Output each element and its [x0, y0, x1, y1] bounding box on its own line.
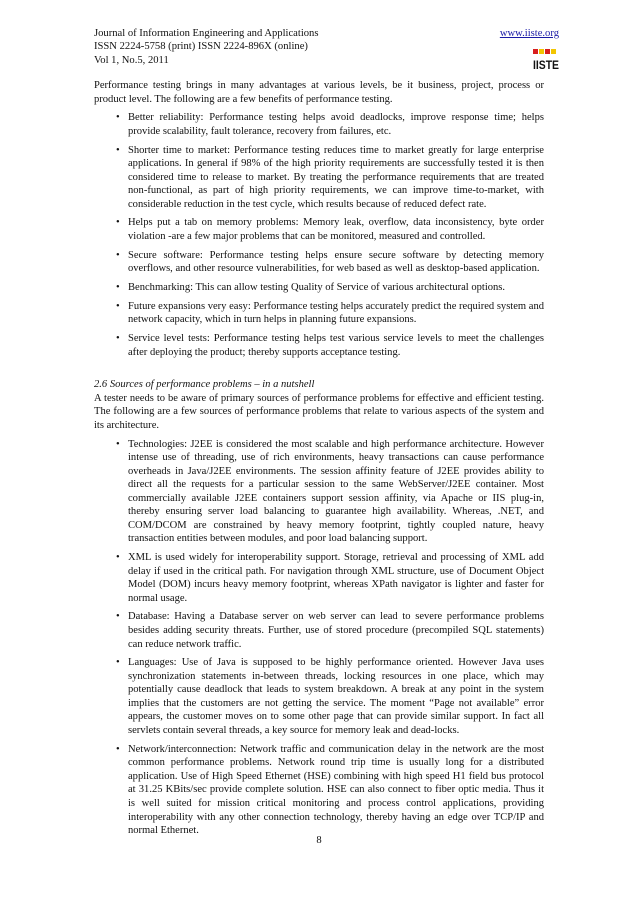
bullet-icon: •	[116, 657, 120, 669]
benefits-intro: Performance testing brings in many advantages at various levels, be it business, project, process or product level. The following are a few benefits of performance testing.	[94, 80, 544, 105]
journal-url-link[interactable]: www.iiste.org	[499, 28, 559, 39]
bullet-icon: •	[116, 112, 120, 124]
list-item: • Technologies: J2EE is considered the most scalable and high performance architecture. However intense use of threading, use of rich environments, heavy transactions can cause performance overheads in Java/J2EE environments. The session affinity feature of J2EE provides ability to direct all the requests for a particular session to the same WebServer/J2EE container. Most commercially available J2EE containers support session affinity, via Apache or IIS plug-in, thereby ensuring server load balancing to guarantee high availability. Whereas, .NET, and COM/DCOM are constrained by heavy memory footprint, tightly coupled nature, heavy transaction entities between modules, and poor load balancing support.	[116, 438, 544, 545]
journal-title: Journal of Information Engineering and Applications	[94, 28, 319, 39]
bullet-icon: •	[116, 144, 120, 156]
page-number: 8	[316, 835, 322, 846]
bullet-icon: •	[116, 743, 120, 755]
journal-issn: ISSN 2224-5758 (print) ISSN 2224-896X (online)	[94, 41, 308, 53]
list-item: • XML is used widely for interoperability support. Storage, retrieval and processing of XML add delay if used in the critical path. For navigation through XML structure, use of Document Object Model (DOM) incurs heavy memory footprint, whereas XPath navigator is lighter and faster for normal usage.	[116, 552, 544, 604]
section-heading: 2.6 Sources of performance problems – in a nutshell	[94, 379, 315, 391]
bullet-icon: •	[116, 438, 120, 450]
list-item: • Languages: Use of Java is supposed to be highly performance oriented. However Java uses synchronization statements in-between threads, locking resources in one place, which may potentially cause deadlock that leads to system breakdown. A break at any point in the system implies that the customers are not getting the service. The moment “Page not available” error appears, the customer moves on to some other page that can provide similar support. In fact all servlets contain several threads, a key source for memory leak and dead-locks.	[116, 657, 544, 737]
list-item: • Helps put a tab on memory problems: Memory leak, overflow, data inconsistency, byte order violation -are a few major problems that can be monitored, measured and controlled.	[116, 217, 544, 243]
article-body	[94, 79, 544, 838]
iiste-logo	[533, 49, 559, 71]
bullet-icon: •	[116, 611, 120, 623]
bullet-icon: •	[116, 282, 120, 294]
bullet-icon: •	[116, 217, 120, 229]
list-item: • Shorter time to market: Performance testing reduces time to market greatly for large enterprise applications. In general if 98% of the high priority requirements are successfully tested it is then considered time to release to market. By treating the performance requirements that are treated non-functional, as part of high priority requirements, we can improve time-to-market, with considerable reduction in the test cycle, which results because of reduced defect rate.	[116, 144, 544, 210]
list-item: • Service level tests: Performance testing helps test various service levels to meet the challenges after deploying the product; thereby supports acceptance testing.	[116, 333, 544, 358]
list-item: • Secure software: Performance testing helps ensure secure software by detecting memory overflows, and other resource vulnerabilities, for web based as well as desktop-based application.	[116, 249, 544, 275]
benefits-list	[94, 111, 544, 359]
journal-volume: Vol 1, No.5, 2011	[94, 54, 169, 66]
list-item: • Future expansions very easy: Performance testing helps accurately predict the required system and network capacity, which in turn helps in planning future expansions.	[116, 300, 544, 326]
bullet-icon: •	[116, 333, 120, 345]
sources-list	[94, 438, 544, 838]
bullet-icon: •	[116, 249, 120, 261]
bullet-icon: •	[116, 300, 120, 312]
list-item: • Better reliability: Performance testing helps avoid deadlocks, improve response time; helps provide scalability, fault tolerance, recovery from failures, etc.	[116, 112, 544, 137]
list-item: • Database: Having a Database server on web server can lead to severe performance problems besides adding security threats. Further, use of stored procedure (precompiled SQL statements) can reduce network traffic.	[116, 611, 544, 650]
list-item: • Network/interconnection: Network traffic and communication delay in the network are the most common performance problems. Network round trip time is usually long for a distributed application. Use of High Speed Ethernet (HSE) combining with high speed H1 field bus protocol at 31.25 KBits/sec provide complete solution. HSE can also connect to fiber optic media. Thus it is well suited for mission critical monitoring and process control applications, providing interoperability with any other connection technology, thereby having an edge over TCP/IP and normal Ethernet.	[116, 743, 544, 837]
list-item: • Benchmarking: This can allow testing Quality of Service of various architectural options.	[116, 282, 506, 294]
bullet-icon: •	[116, 552, 120, 564]
section-intro: A tester needs to be aware of primary sources of performance problems for effective and efficient testing. The following are a few sources of performance problems that relate to various aspects of the system and its architecture.	[94, 392, 544, 431]
logo-text: IISTE	[533, 58, 559, 72]
journal-header	[94, 27, 559, 67]
